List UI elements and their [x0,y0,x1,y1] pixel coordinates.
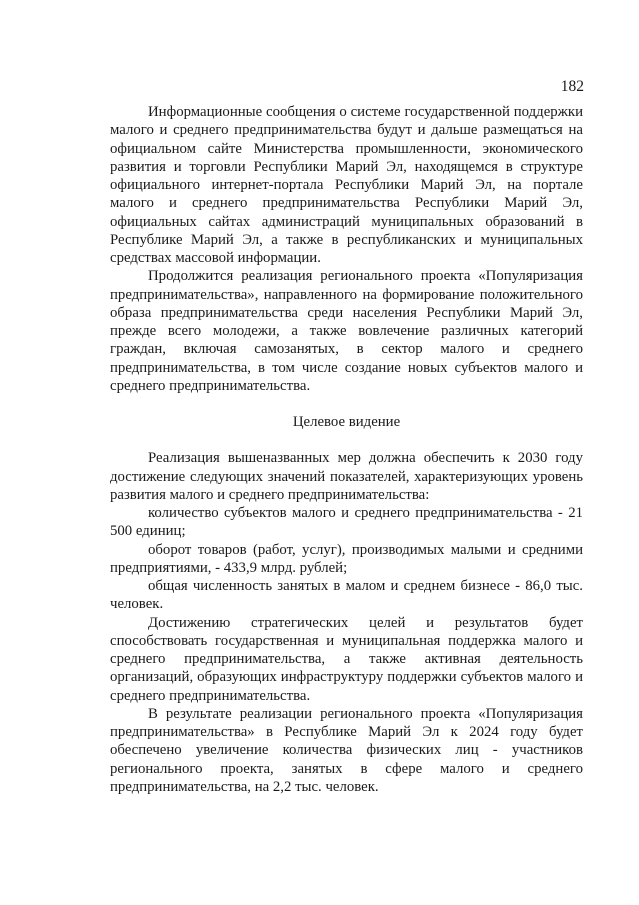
paragraph-project-results: В результате реализации регионального проекта «Популяризация предпринимательства» в Республике Марий Эл к 2024 году будет обеспечено увеличение количества физических лиц - участников регионального проекта, занятых в сфере малого и среднего предпринимательства, на 2,2 тыс. человек. [110,705,583,795]
list-item-turnover: оборот товаров (работ, услуг), производимых малыми и средними предприятиями, - 433,9 млрд. рублей; [110,541,583,576]
paragraph-popularization-project: Продолжится реализация регионального проекта «Популяризация предпринимательства», направленного на формирование положительного образа предпринимательства среди населения Республики Марий Эл, прежде всего молодежи, а также вовлечение различных категорий граждан, включая самозанятых, в сектор малого и среднего предпринимательства, в том числе создание новых субъектов малого и среднего предпринимательства. [110,268,583,394]
page-number: 182 [560,78,584,95]
paragraph-strategic-goals: Достижению стратегических целей и результатов будет способствовать государственная и муниципальная поддержка малого и среднего предпринимательства, а также активная деятельность организаций, образующих инфраструктуру поддержки субъектов малого и среднего предпринимательства. [110,614,583,704]
section-heading: Целевое видение [292,414,401,430]
document-body [110,103,583,796]
paragraph-information-messages: Информационные сообщения о системе государственной поддержки малого и среднего предпринимательства будут и дальше размещаться на официальном сайте Министерства промышленности, экономического развития и торговли Республики Марий Эл, находящемся в структуре официального интернет-портала Республики Марий Эл, на портале малого и среднего предпринимательства Республики Марий Эл, официальных сайтах администраций муниципальных образований в Республике Марий Эл, а также в республиканских и муниципальных средствах массовой информации. [110,104,583,266]
list-item-number-of-entities: количество субъектов малого и среднего предпринимательства - 21 500 единиц; [110,505,583,540]
list-item-employment: общая численность занятых в малом и среднем бизнесе - 86,0 тыс. человек. [110,578,583,613]
paragraph-target-indicators-intro: Реализация вышеназванных мер должна обеспечить к 2030 году достижение следующих значений показателей, характеризующих уровень развития малого и среднего предпринимательства: [110,450,583,503]
